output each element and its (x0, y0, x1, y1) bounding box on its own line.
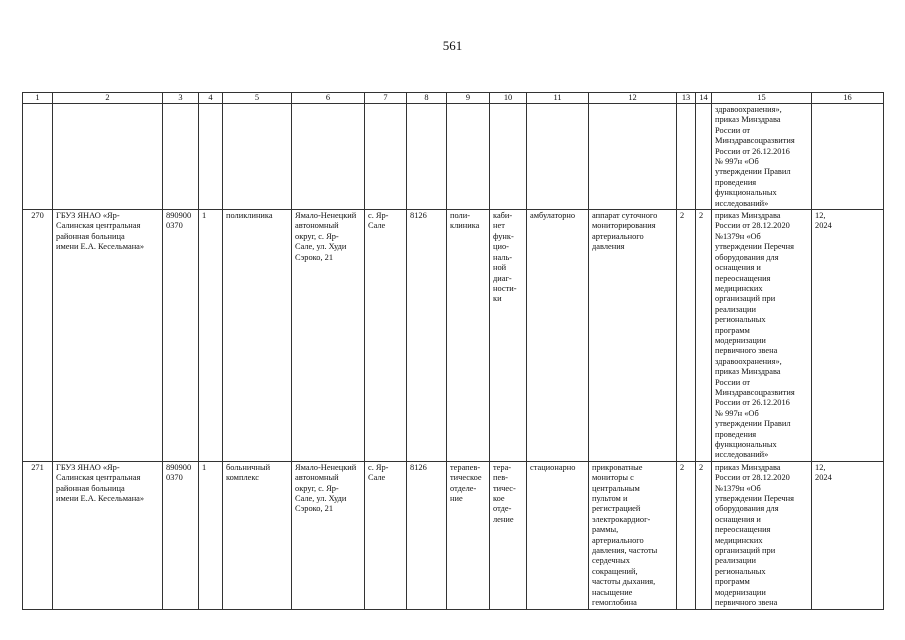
cell-organization: ГБУЗ ЯНАО «Яр- Салинская центральная районная больница имени Е.А. Кесельмана» (53, 210, 163, 462)
cell-quantity-required: 2 (677, 461, 696, 609)
cell-organization (53, 104, 163, 210)
cell-row-number: 271 (23, 461, 53, 609)
cell-equipment (589, 104, 677, 210)
cell-locality: с. Яр- Сале (365, 461, 407, 609)
cell-care-condition: амбулаторно (527, 210, 589, 462)
column-number: 2 (53, 93, 163, 104)
column-number: 4 (199, 93, 223, 104)
cell-equipment: аппарат суточного мониторирования артериального давления (589, 210, 677, 462)
cell-row-number: 270 (23, 210, 53, 462)
cell-locality (365, 104, 407, 210)
column-number: 1 (23, 93, 53, 104)
cell-deadline (812, 104, 884, 210)
cell-subdivision: тера- пев- тичес- кое отде- ление (490, 461, 527, 609)
table-row (23, 104, 884, 210)
column-number: 9 (447, 93, 490, 104)
column-number: 14 (696, 93, 712, 104)
cell-organization: ГБУЗ ЯНАО «Яр- Салинская центральная районная больница имени Е.А. Кесельмана» (53, 461, 163, 609)
cell-deadline: 12, 2024 (812, 461, 884, 609)
cell-settlement-code: 8126 (407, 210, 447, 462)
cell-department: поли- клиника (447, 210, 490, 462)
cell-legal-basis: приказ Минздрава России от 28.12.2020 №1379н «Об утверждении Перечня оборудования для оснащения и переоснащения медицинских организаций при реализации региональных программ модернизации первичного звена здравоохранения», приказ Минздрава России от Минздравсоцразвития России от 26.12.2016 № 997н «Об утверждении Правил проведения функциональных исследований» (712, 210, 812, 462)
cell-facility-type: поликлиника (223, 210, 292, 462)
column-number: 5 (223, 93, 292, 104)
cell-locality: с. Яр- Сале (365, 210, 407, 462)
column-number: 6 (292, 93, 365, 104)
cell-department (447, 104, 490, 210)
cell-row-number (23, 104, 53, 210)
cell-quantity-provided: 2 (696, 210, 712, 462)
cell-legal-basis: приказ Минздрава России от 28.12.2020 №1379н «Об утверждении Перечня оборудования для оснащения и переоснащения медицинских организаций при реализации региональных программ модернизации первичного звена (712, 461, 812, 609)
column-number: 10 (490, 93, 527, 104)
page-number: 561 (442, 38, 463, 53)
equipment-table (22, 92, 884, 610)
cell-address: Ямало-Ненецкий автономный округ, с. Яр- Сале, ул. Худи Сэроко, 21 (292, 210, 365, 462)
column-number: 13 (677, 93, 696, 104)
cell-code: 890900 0370 (163, 210, 199, 462)
cell-equipment: прикроватные мониторы с центральным пультом и регистрацией электрокардиог- раммы, артериального давления, частоты сердечных сокращений, частоты дыхания, насыщение гемоглобина (589, 461, 677, 609)
cell-care-condition: стационарно (527, 461, 589, 609)
cell-deadline: 12, 2024 (812, 210, 884, 462)
cell-count: 1 (199, 210, 223, 462)
cell-care-condition (527, 104, 589, 210)
column-number: 16 (812, 93, 884, 104)
cell-address: Ямало-Ненецкий автономный округ, с. Яр- Сале, ул. Худи Сэроко, 21 (292, 461, 365, 609)
cell-subdivision (490, 104, 527, 210)
column-number: 3 (163, 93, 199, 104)
cell-quantity-provided (696, 104, 712, 210)
column-number: 8 (407, 93, 447, 104)
cell-count: 1 (199, 461, 223, 609)
column-number: 11 (527, 93, 589, 104)
cell-count (199, 104, 223, 210)
cell-facility-type (223, 104, 292, 210)
cell-quantity-required: 2 (677, 210, 696, 462)
table-row (23, 461, 884, 609)
cell-facility-type: больничный комплекс (223, 461, 292, 609)
column-number: 12 (589, 93, 677, 104)
cell-legal-basis: здравоохранения», приказ Минздрава России от Минздравсоцразвития России от 26.12.2016 № 997н «Об утверждении Правил проведения функциональных исследований» (712, 104, 812, 210)
cell-subdivision: каби- нет функ- цио- наль- ной диаг- ности- ки (490, 210, 527, 462)
cell-address (292, 104, 365, 210)
cell-quantity-provided: 2 (696, 461, 712, 609)
cell-quantity-required (677, 104, 696, 210)
table-row (23, 210, 884, 462)
cell-settlement-code: 8126 (407, 461, 447, 609)
cell-settlement-code (407, 104, 447, 210)
column-number: 15 (712, 93, 812, 104)
cell-department: терапев- тическое отделе- ние (447, 461, 490, 609)
cell-code: 890900 0370 (163, 461, 199, 609)
column-number: 7 (365, 93, 407, 104)
cell-code (163, 104, 199, 210)
column-number-row (23, 93, 884, 104)
